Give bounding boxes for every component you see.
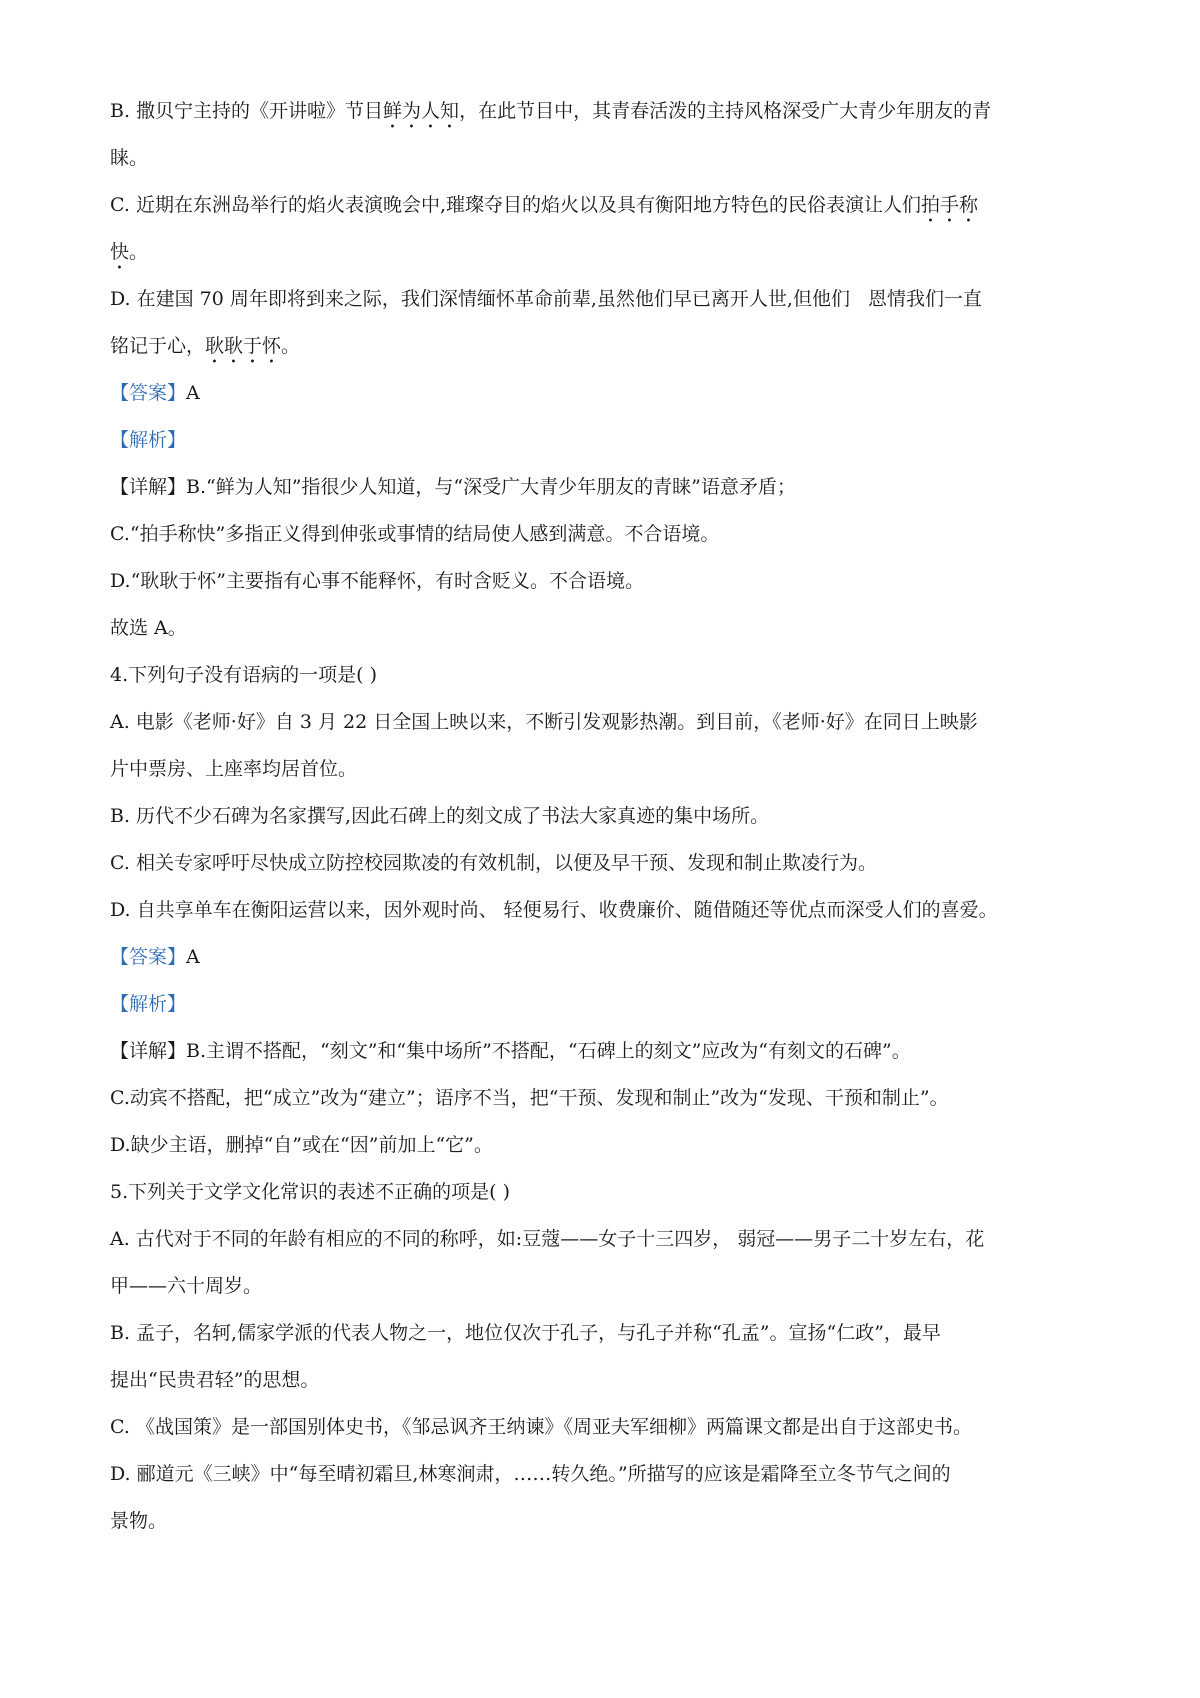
q4-option-d: D. 自共享单车在衡阳运营以来，因外观时尚、 轻便易行、收费廉价、随借随还等优点而深受人们的喜爱。	[110, 899, 998, 921]
q4-analysis-label: 【解析】	[110, 993, 187, 1015]
q5-option-d-line2: 景物。	[110, 1510, 168, 1532]
q4-detail-2: C.动宾不搭配，把“成立”改为“建立”；语序不当，把“干预、发现和制止”改为“发现、干预和制止”。	[110, 1087, 949, 1109]
q3-option-c-text: C. 近期在东洲岛举行的焰火表演晚会中,璀璨夺目的焰火以及具有衡阳地方特色的民俗表演让人们	[110, 194, 921, 216]
q3-detail-3: D.“耿耿于怀”主要指有心事不能释怀，有时含贬义。不合语境。	[110, 570, 645, 592]
q3-option-b-line1	[110, 88, 1100, 135]
q3-option-b-emphasis: 鲜为人知	[383, 100, 460, 122]
q4-detail-1: 【详解】B.主谓不搭配，“刻文”和“集中场所”不搭配，“石碑上的刻文”应改为“有刻文的石碑”。	[110, 1040, 911, 1062]
q3-option-b-text-cont: ，在此节目中，其青春活泼的主持风格深受广大青少年朋友的青	[459, 100, 992, 122]
q5-option-b-line2: 提出“民贵君轻”的思想。	[110, 1369, 320, 1391]
q5-option-a-line1: A. 古代对于不同的年龄有相应的不同的称呼，如:豆蔻——女子十三四岁， 弱冠——男子二十岁左右，花	[110, 1228, 985, 1250]
q3-option-d-line1	[110, 276, 1100, 323]
q5-option-d-line1: D. 郦道元《三峡》中“每至晴初霜旦,林寒涧肃，……转久绝。”所描写的应该是霜降至立冬节气之间的	[110, 1463, 951, 1485]
q3-option-c-line2	[110, 229, 1100, 276]
answer-label: 【答案】	[110, 946, 187, 968]
q3-option-d-text2: 铭记于心，	[110, 335, 206, 357]
q3-detail-2: C.“拍手称快”多指正义得到伸张或事情的结局使人感到满意。不合语境。	[110, 523, 720, 545]
q4-option-a-line1: A. 电影《老师·好》自 3 月 22 日全国上映以来，不断引发观影热潮。到目前，《老师·好》在同日上映影	[110, 711, 978, 733]
q4-option-a-line2: 片中票房、上座率均居首位。	[110, 758, 358, 780]
q3-option-c-line1	[110, 182, 1100, 229]
q3-detail-4: 故选 A。	[110, 617, 187, 639]
q5-stem: 5.下列关于文学文化常识的表述不正确的项是( )	[110, 1181, 510, 1203]
q3-option-c-emphasis-cont: 快	[110, 241, 130, 263]
q3-analysis-label: 【解析】	[110, 429, 187, 451]
document-page	[110, 88, 1100, 1545]
q4-answer	[110, 934, 1100, 981]
q4-stem: 4.下列句子没有语病的一项是( )	[110, 664, 377, 686]
q5-option-a-line2: 甲——六十周岁。	[110, 1275, 263, 1297]
q3-detail-1: 【详解】B.“鲜为人知”指很少人知道，与“深受广大青少年朋友的青睐”语意矛盾；	[110, 476, 796, 498]
q3-option-c-text-end: 。	[129, 241, 149, 263]
q3-option-d-text-tail: 恩情我们一直	[867, 288, 982, 310]
q3-option-d-emphasis: 耿耿于怀	[205, 335, 282, 357]
q3-option-d-text-end: 。	[281, 335, 301, 357]
q5-option-b-line1: B. 孟子，名轲,儒家学派的代表人物之一，地位仅次于孔子，与孔子并称“孔孟”。宣扬“仁政”，最早	[110, 1322, 941, 1344]
q4-option-b: B. 历代不少石碑为名家撰写,因此石碑上的刻文成了书法大家真迹的集中场所。	[110, 805, 770, 827]
q5-option-c: C. 《战国策》是一部国别体史书，《邹忌讽齐王纳谏》《周亚夫军细柳》两篇课文都是出自于这部史书。	[110, 1416, 972, 1438]
q3-option-b-text: B. 撒贝宁主持的《开讲啦》节目	[110, 100, 384, 122]
answer-label: 【答案】	[110, 382, 187, 404]
q4-option-c: C. 相关专家呼吁尽快成立防控校园欺凌的有效机制，以便及早干预、发现和制止欺凌行为。	[110, 852, 877, 874]
q3-option-d-line2	[110, 323, 1100, 370]
q3-option-d-text: D. 在建国 70 周年即将到来之际，我们深情缅怀革命前辈,虽然他们早已离开人世,但他们	[110, 288, 850, 310]
answer-value: A	[186, 382, 200, 404]
q3-answer	[110, 370, 1100, 417]
q3-option-c-emphasis: 拍手称	[920, 194, 978, 216]
answer-value: A	[186, 946, 200, 968]
q3-option-b-line2: 睐。	[110, 147, 149, 169]
q4-detail-3: D.缺少主语，删掉“自”或在“因”前加上“它”。	[110, 1134, 493, 1156]
